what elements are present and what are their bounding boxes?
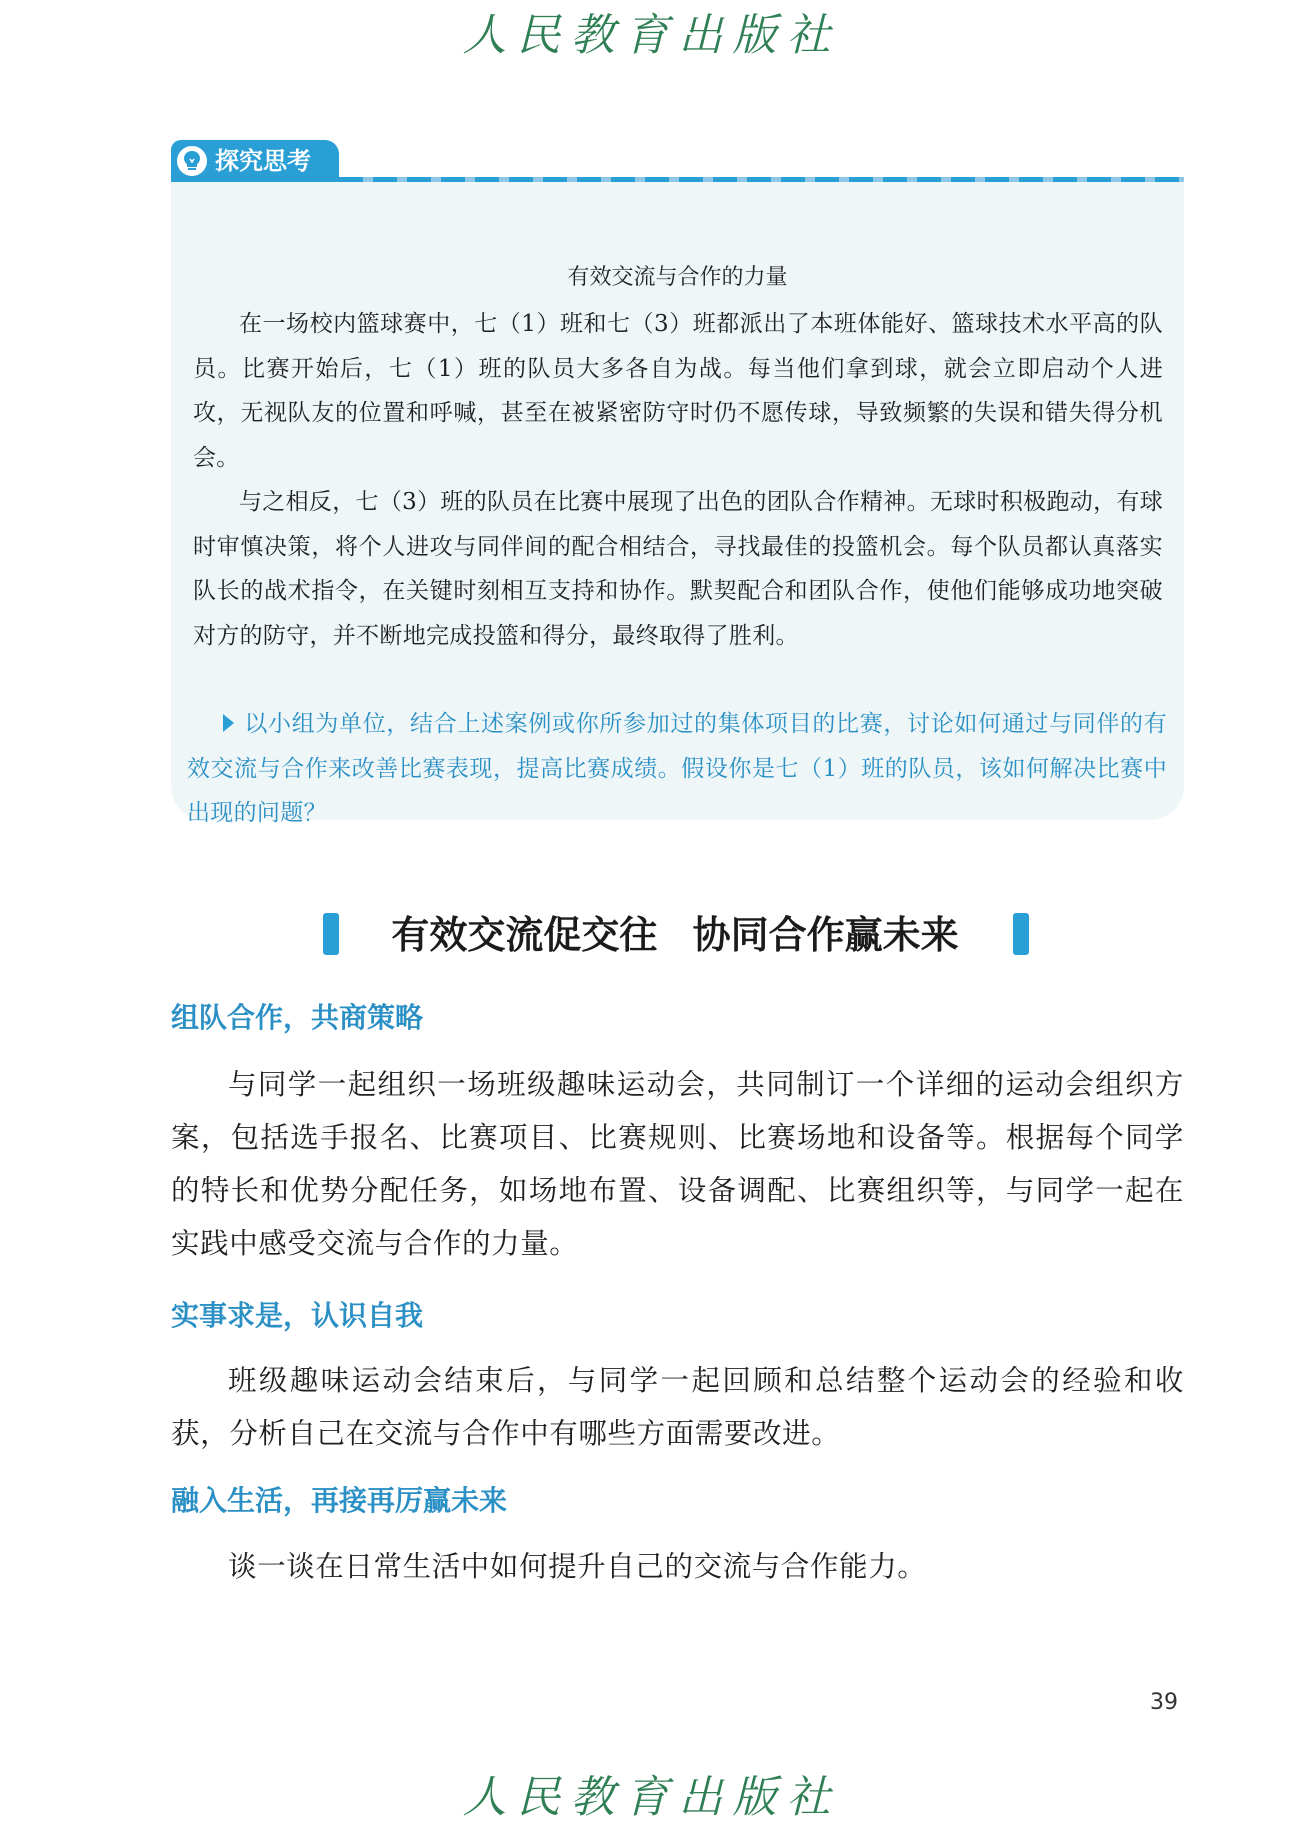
subsection-text: 与同学一起组织一场班级趣味运动会，共同制订一个详细的运动会组织方案，包括选手报名、比赛项目、比赛规则、比赛场地和设备等。根据每个同学的特长和优势分配任务，如场地布置、设备调配、比赛组织等，与同学一起在实践中感受交流与合作的力量。 [171,1068,1184,1260]
explore-box [171,140,1184,826]
subsection-heading: 实事求是，认识自我 [171,1299,424,1332]
section-heading [0,905,1303,965]
story-paragraph: 与之相反，七（3）班的队员在比赛中展现了出色的团队合作精神。无球时积极跑动，有球时审慎决策，将个人进攻与同伴间的配合相结合，寻找最佳的投篮机会。每个队员都认真落实队长的战术指令，在关键时刻相互支持和协作。默契配合和团队合作，使他们能够成功地突破对方的防守，并不断地完成投篮和得分，最终取得了胜利。 [193,489,1163,649]
explore-tab [171,140,339,182]
story-title: 有效交流与合作的力量 [567,265,788,290]
page-number: 39 [1150,1690,1178,1715]
publisher-watermark-bottom: 人民教育出版社 [462,1772,841,1823]
story-paragraph: 在一场校内篮球赛中，七（1）班和七（3）班都派出了本班体能好、篮球技术水平高的队员。比赛开始后，七（1）班的队员大多各自为战。每当他们拿到球，就会立即启动个人进攻，无视队友的位置和呼喊，甚至在被紧密防守时仍不愿传球，导致频繁的失误和错失得分机会。 [193,311,1163,471]
discussion-question-text: 以小组为单位，结合上述案例或你所参加过的集体项目的比赛，讨论如何通过与同伴的有效交流与合作来改善比赛表现，提高比赛成绩。假设你是七（1）班的队员，该如何解决比赛中出现的问题？ [187,711,1167,826]
discussion-question [187,702,1167,836]
subsection-heading: 融入生活，再接再厉赢未来 [171,1484,508,1517]
publisher-watermark-top: 人民教育出版社 [462,10,841,61]
lightbulb-icon [177,146,207,176]
subsection-text: 班级趣味运动会结束后，与同学一起回顾和总结整个运动会的经验和收获，分析自己在交流与合作中有哪些方面需要改进。 [171,1364,1184,1450]
subsection-text: 谈一谈在日常生活中如何提升自己的交流与合作能力。 [228,1550,927,1583]
explore-panel [171,182,1184,826]
arrow-right-icon [223,714,234,732]
subsection-heading: 组队合作，共商策略 [171,1001,424,1034]
explore-tab-label: 探究思考 [215,147,311,175]
section-title: 有效交流促交往 协同合作赢未来 [391,912,959,957]
heading-bar-left [323,913,339,955]
heading-bar-right [1013,913,1029,955]
